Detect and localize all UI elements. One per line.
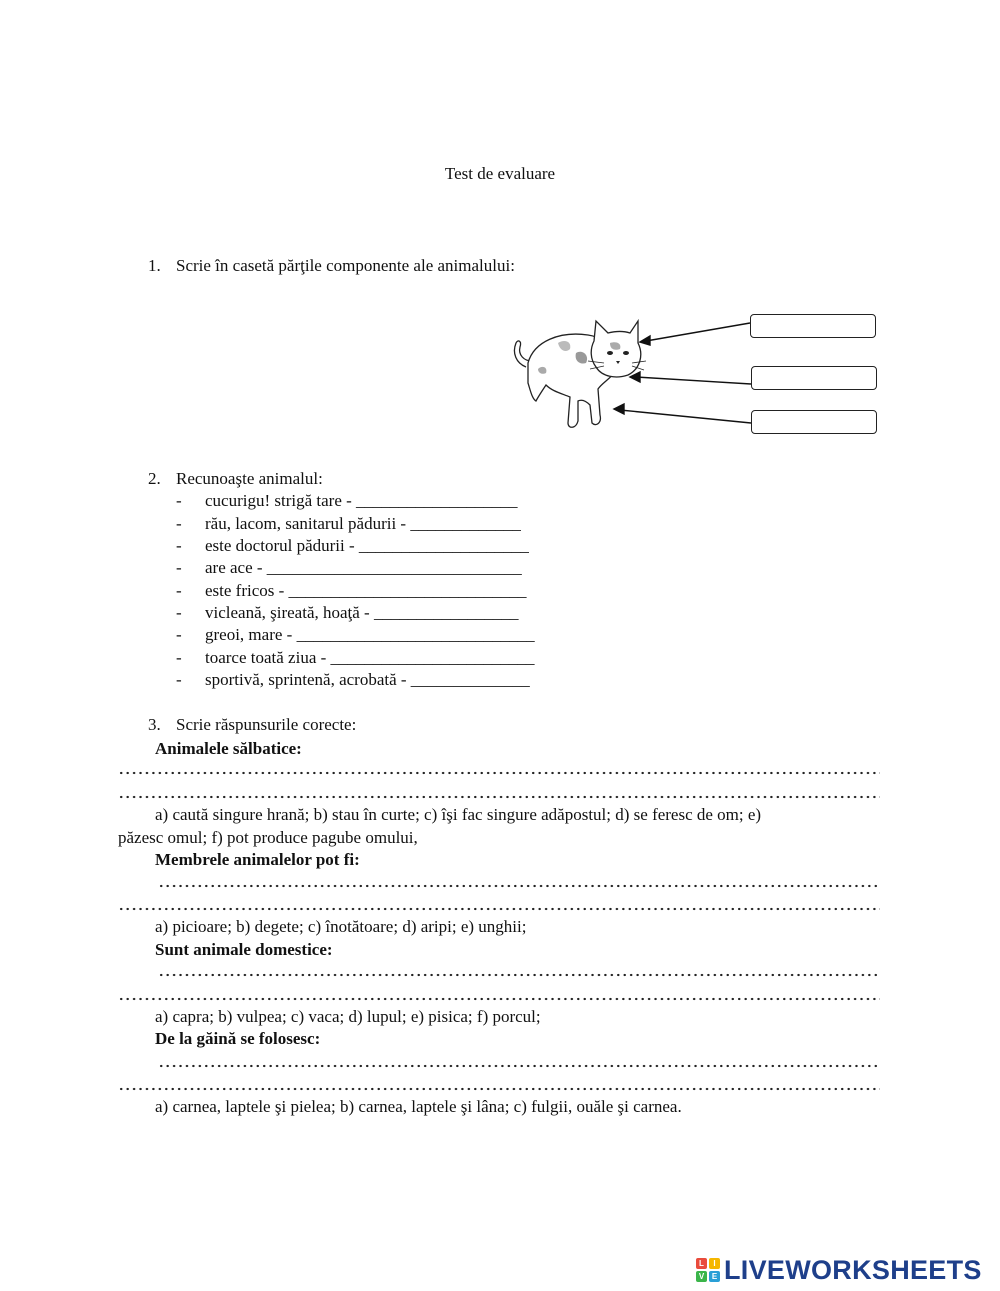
q2-bullet: - — [176, 536, 182, 555]
q2-bullet: - — [176, 670, 182, 689]
q3-heading: Sunt animale domestice: — [155, 940, 333, 959]
liveworksheets-logo[interactable] — [696, 1255, 982, 1285]
q3-options: a) picioare; b) degete; c) înotătoare; d) aripi; e) unghii; — [155, 917, 527, 936]
q2-bullet: - — [176, 491, 182, 510]
answer-line[interactable] — [118, 1087, 880, 1091]
q2-bullet: - — [176, 558, 182, 577]
logo-letter: L — [696, 1258, 707, 1269]
q2-item: este fricos - ____________________________ — [205, 581, 527, 600]
answer-line[interactable] — [158, 973, 880, 977]
cat-drawing-icon — [514, 321, 646, 427]
q2-item: sportivă, sprintenă, acrobată - ______________ — [205, 670, 530, 689]
answer-box-2[interactable] — [751, 366, 877, 390]
q2-item: greoi, mare - ____________________________ — [205, 625, 535, 644]
answer-line[interactable] — [158, 884, 880, 888]
q3-options: a) carnea, laptele şi pielea; b) carnea, laptele şi lâna; c) fulgii, ouăle şi carnea. — [155, 1097, 682, 1116]
q2-item: vicleană, şireată, hoaţă - _________________ — [205, 603, 519, 622]
answer-box-1[interactable] — [750, 314, 876, 338]
q2-bullet: - — [176, 581, 182, 600]
answer-line[interactable] — [118, 795, 880, 799]
answer-line[interactable] — [158, 1064, 880, 1068]
logo-letter: I — [709, 1258, 720, 1269]
q2-number: 2. — [148, 469, 161, 488]
q2-item: toarce toată ziua - ________________________ — [205, 648, 535, 667]
page-title: Test de evaluare — [444, 164, 556, 183]
answer-line[interactable] — [118, 771, 880, 775]
q3-heading: Membrele animalelor pot fi: — [155, 850, 360, 869]
answer-line[interactable] — [118, 907, 880, 911]
answer-box-3[interactable] — [751, 410, 877, 434]
q3-options: păzesc omul; f) pot produce pagube omului, — [118, 828, 418, 847]
q2-item: are ace - ______________________________ — [205, 558, 522, 577]
q3-heading: De la găină se folosesc: — [155, 1029, 321, 1048]
q3-heading: Animalele sălbatice: — [155, 739, 302, 758]
q3-options: a) caută singure hrană; b) stau în curte; c) îşi fac singure adăpostul; d) se feresc de om; e) — [155, 805, 762, 824]
q2-item: cucurigu! strigă tare - ___________________ — [205, 491, 518, 510]
brand-text: LIVEWORKSHEETS — [724, 1254, 982, 1285]
q2-text: Recunoaşte animalul: — [176, 469, 323, 488]
cat-diagram — [498, 305, 758, 440]
q3-options: a) capra; b) vulpea; c) vaca; d) lupul; e) pisica; f) porcul; — [155, 1007, 541, 1026]
q2-bullet: - — [176, 514, 182, 533]
q3-text: Scrie răspunsurile corecte: — [176, 715, 357, 734]
q1-number: 1. — [148, 256, 161, 275]
q1-text: Scrie în casetă părţile componente ale animalului: — [176, 256, 515, 275]
q2-bullet: - — [176, 603, 182, 622]
q3-number: 3. — [148, 715, 161, 734]
logo-blocks-icon — [696, 1258, 720, 1282]
q2-item: este doctorul pădurii - ____________________ — [205, 536, 529, 555]
q2-bullet: - — [176, 625, 182, 644]
q2-item: rău, lacom, sanitarul pădurii - _____________ — [205, 514, 521, 533]
logo-letter: E — [709, 1271, 720, 1282]
logo-letter: V — [696, 1271, 707, 1282]
answer-line[interactable] — [118, 997, 880, 1001]
q2-bullet: - — [176, 648, 182, 667]
